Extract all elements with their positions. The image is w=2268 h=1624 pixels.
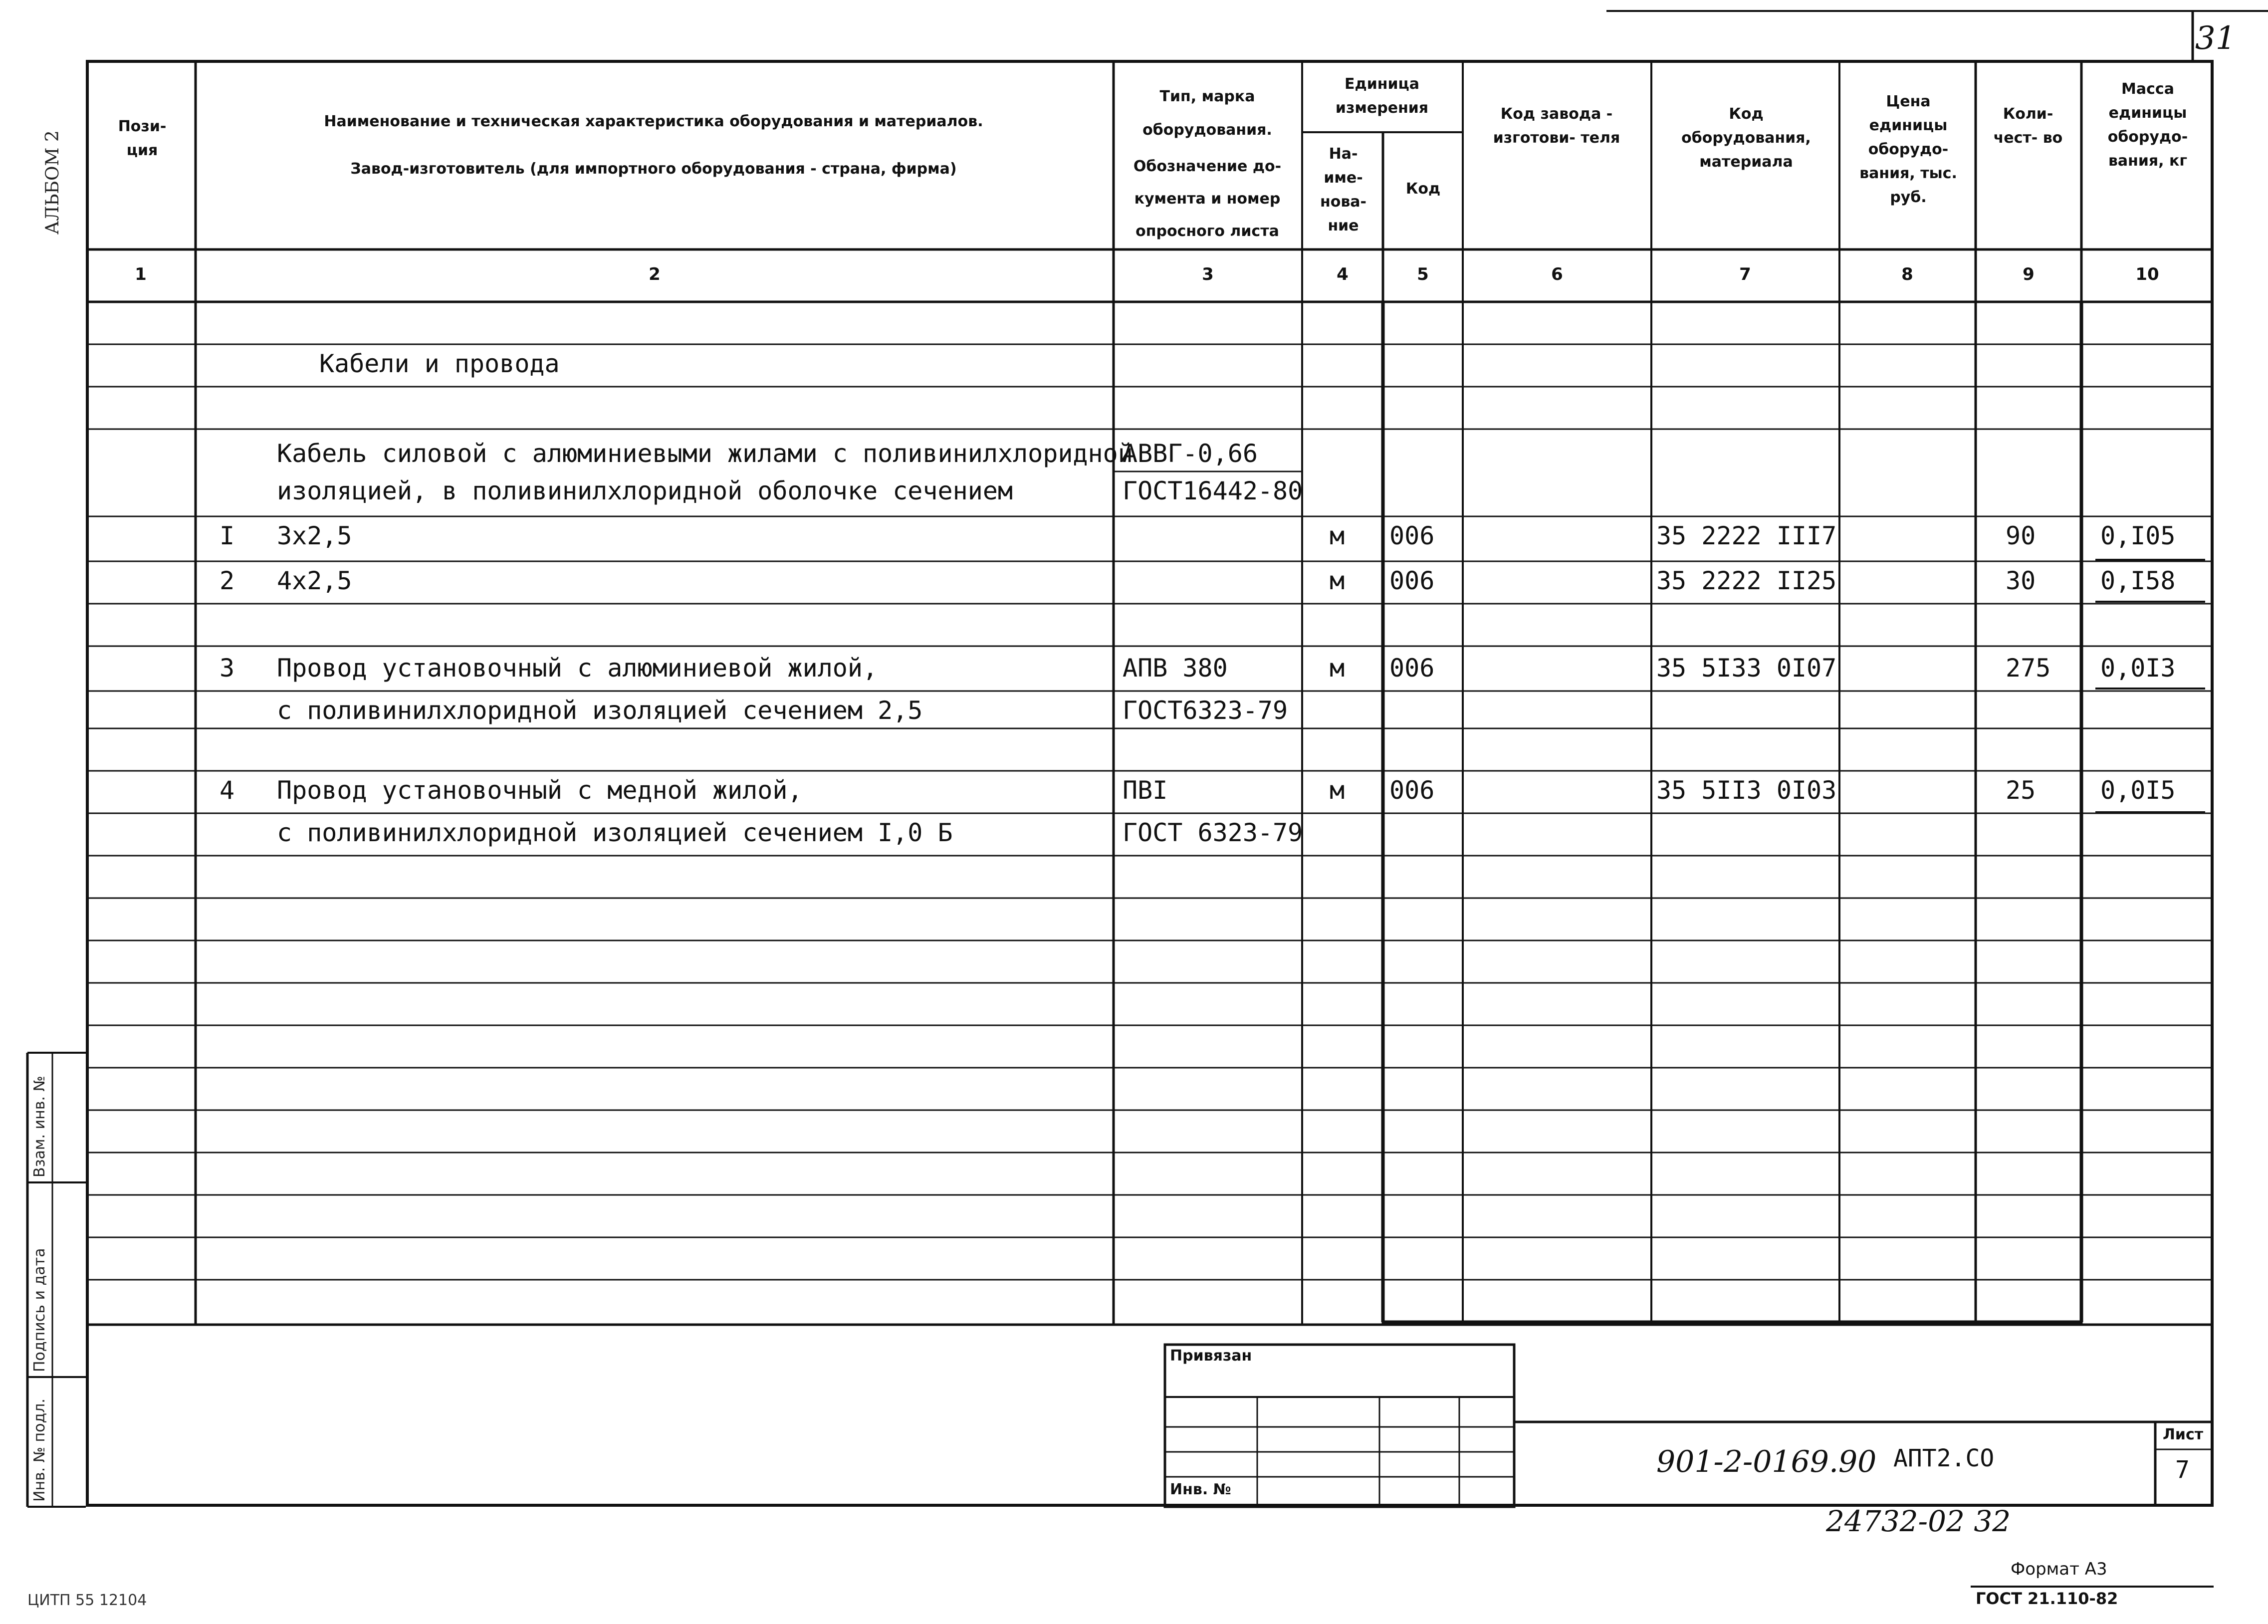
equipment-code-cell: 35 5I33 0I07 (1656, 654, 1837, 683)
column-number: 2 (649, 264, 661, 284)
inv-no-label: Инв. № (1170, 1481, 1231, 1498)
unit-cell: м (1330, 566, 1345, 595)
column-number: 10 (2135, 264, 2159, 284)
header-col9: Коли- чест- во (1993, 105, 2063, 147)
column-number: 3 (1202, 264, 1214, 284)
position-cell: I (220, 521, 235, 550)
podpis-data-label: Подпись и дата (31, 1248, 48, 1372)
name-cell: с поливинилхлоридной изоляцией сечением 2,5 (277, 696, 923, 725)
mass-cell: 0,0I5 (2100, 776, 2176, 805)
type-cell: ГОСТ16442-80 (1123, 476, 1303, 505)
header-col3-line2: оборудования. (1142, 121, 1272, 139)
position-cell: 2 (220, 566, 235, 595)
sheet-label: Лист (2163, 1426, 2204, 1443)
header-col3-line1: Тип, марка (1159, 88, 1255, 105)
header-col6: Код завода - изготови- теля (1493, 105, 1620, 147)
name-cell: Провод установочный с медной жилой, (277, 776, 803, 805)
name-cell: 3х2,5 (277, 521, 352, 550)
header-col8: Цена единицы оборудо- вания, тыс. руб. (1859, 93, 1957, 206)
unit-cell: м (1330, 521, 1345, 550)
column-number: 5 (1417, 264, 1429, 284)
mass-cell: 0,0I3 (2100, 654, 2176, 683)
column-number: 6 (1551, 264, 1563, 284)
name-cell: изоляцией, в поливинилхлоридной оболочке сечением (277, 476, 1013, 505)
header-col10: Масса единицы оборудо- вания, кг (2107, 80, 2188, 170)
quantity-cell: 275 (2006, 654, 2051, 683)
column-number: 1 (135, 264, 147, 284)
quantity-cell: 90 (2006, 521, 2036, 550)
header-col3-line5: опросного листа (1135, 223, 1279, 240)
inv-podl-label: Инв. № подл. (31, 1398, 48, 1502)
quantity-cell: 30 (2006, 566, 2036, 595)
column-number: 9 (2023, 264, 2035, 284)
privyazan-label: Привязан (1170, 1347, 1252, 1365)
type-cell: ГОСТ6323-79 (1123, 696, 1288, 725)
header-col4: На- име- нова- ние (1320, 145, 1367, 234)
sheet-value: 7 (2175, 1456, 2190, 1484)
header-unit-group: Единица измерения (1335, 75, 1429, 117)
quantity-cell: 25 (2006, 776, 2036, 805)
doc-number: 901-2-0169.90 (1656, 1444, 1877, 1479)
column-number: 8 (1901, 264, 1913, 284)
position-cell: 3 (220, 654, 235, 683)
header-col1: Пози- ция (118, 118, 167, 159)
mass-cell: 0,I05 (2100, 521, 2176, 550)
position-cell: 4 (220, 776, 235, 805)
mass-cell: 0,I58 (2100, 566, 2176, 595)
name-cell: с поливинилхлоридной изоляцией сечением I,0 Б (277, 818, 953, 847)
header-col3-line4: кумента и номер (1134, 190, 1281, 208)
gost-label: ГОСТ 21.110-82 (1976, 1589, 2118, 1608)
equipment-code-cell: 35 2222 II25 (1656, 566, 1837, 595)
name-cell: Провод установочный с алюминиевой жилой, (277, 654, 878, 683)
unit-code-cell: 006 (1389, 776, 1435, 805)
unit-cell: м (1330, 776, 1345, 805)
unit-code-cell: 006 (1389, 654, 1435, 683)
equipment-code-cell: 35 5II3 0I03 (1656, 776, 1837, 805)
column-number: 7 (1739, 264, 1751, 284)
name-cell: 4х2,5 (277, 566, 352, 595)
equipment-code-cell: 35 2222 III7 (1656, 521, 1837, 550)
below-stamp-number: 24732-02 32 (1826, 1504, 2011, 1538)
name-cell: Кабель силовой с алюминиевыми жилами с поливинилхлоридной (277, 439, 1133, 468)
unit-code-cell: 006 (1389, 566, 1435, 595)
page-number: 31 (2195, 20, 2236, 57)
header-col2-line1: Наименование и техническая характеристика оборудования и материалов. (324, 113, 983, 130)
type-cell: АПВ 380 (1123, 654, 1228, 683)
doc-code: АПТ2.СО (1893, 1444, 1995, 1472)
column-number: 4 (1337, 264, 1349, 284)
header-col3-line3: Обозначение до- (1133, 158, 1282, 175)
vzam-inv-label: Взам. инв. № (31, 1076, 48, 1177)
type-cell: ГОСТ 6323-79 (1123, 818, 1303, 847)
header-col5: Код (1405, 180, 1441, 198)
format-label: Формат А3 (2011, 1559, 2107, 1579)
section-title: Кабели и провода (319, 349, 560, 378)
unit-cell: м (1330, 654, 1345, 683)
album-label: АЛЬБОМ 2 (42, 130, 63, 234)
type-cell: ПВI (1123, 776, 1168, 805)
header-col2-line2: Завод-изготовитель (для импортного оборудования - страна, фирма) (350, 160, 957, 178)
footer-left: ЦИТП 55 12104 (27, 1592, 147, 1609)
unit-code-cell: 006 (1389, 521, 1435, 550)
header-col7: Код оборудования, материала (1681, 105, 1811, 171)
type-cell: АВВГ-0,66 (1123, 439, 1258, 468)
